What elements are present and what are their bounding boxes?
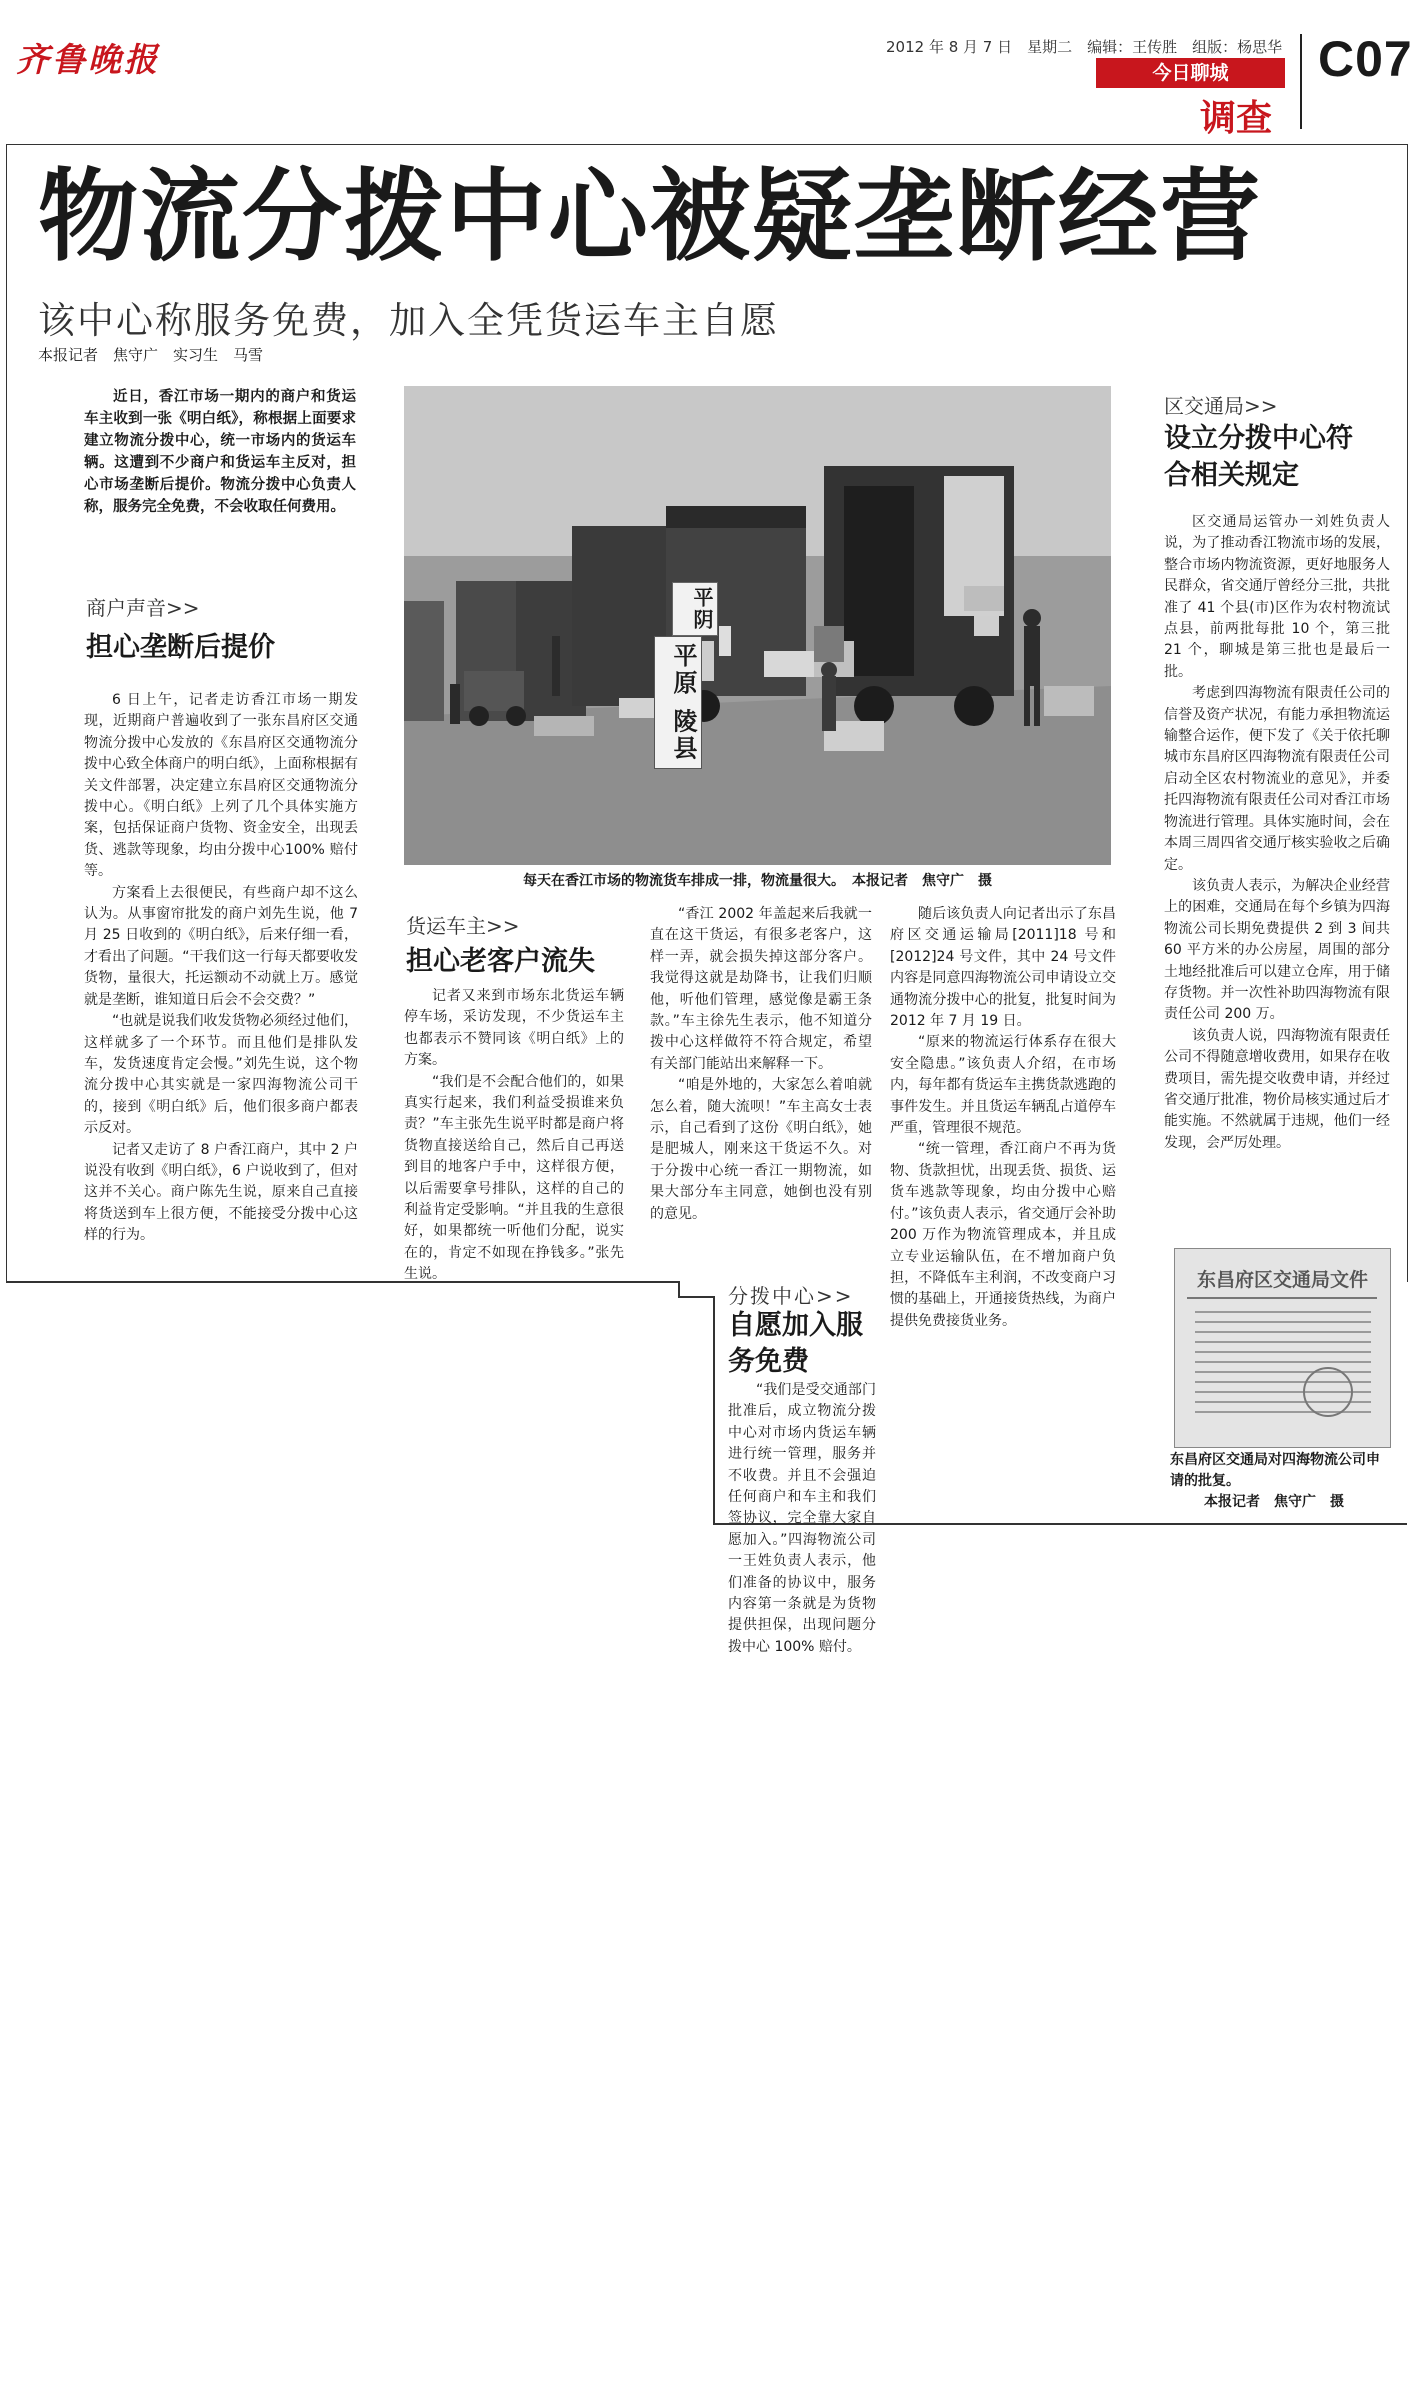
section4-title: 设立分拨中心符合相关规定 <box>1164 423 1353 491</box>
paragraph: “我们是不会配合他们的，如果真实行起来，我们利益受损谁来负责？”车主张先生说平时都是商户将货物直接送给自己，然后自己再送到目的地客户手中，这样很方便，以后需要拿号排队，这样的自己的利益肯定受影响。“并且我的生意很好，如果都统一听他们分配，说实在的，肯定不如现在挣钱多。”张先生说。 <box>404 1073 624 1283</box>
page-code: C07 <box>1318 31 1413 87</box>
section4-body <box>1164 512 1390 1237</box>
paragraph: “香江 2002 年盖起来后我就一直在这干货运，有很多老客户，这样一弄，就会损失掉这部分客户。我觉得这就是劫降书，让我们归顺他，听他们管理，感觉像是霸王条款。”车主徐先生表示，他不知道分拨中心这样做符不符合规定，希望有关部门能站出来解释一下。 <box>650 906 872 1072</box>
section2-title: 担心老客户流失 <box>406 946 595 977</box>
masthead-logo: 齐鲁晚报 <box>16 40 160 79</box>
headline: 物流分拨中心被疑垄断经营 <box>38 158 1262 275</box>
paragraph: “咱是外地的，大家怎么着咱就怎么着，随大流呗！”车主高女士表示，自己看到了这份《明白纸》，她是肥城人，刚来这干货运不久。对于分拨中心统一香江一期物流，如果大部分车主同意，她倒也没有别的意见。 <box>650 1077 872 1222</box>
section1-title: 担心垄断后提价 <box>86 632 275 663</box>
lead-paragraph: 近日，香江市场一期内的商户和货运车主收到一张《明白纸》，称根据上面要求建立物流分拨中心，统一市场内的货运车辆。这遭到不少商户和货运车主反对，担心市场垄断后提价。物流分拨中心负责人称，服务完全免费，不会收取任何费用。 <box>84 389 356 515</box>
header-divider <box>1300 34 1302 129</box>
section4-kicker: 区交通局>> <box>1164 394 1278 418</box>
paragraph: 随后该负责人向记者出示了东昌府区交通运输局[2011]18 号和[2012]24 号文件，其中 24 号文件内容是同意四海物流公司申请设立交通物流分拨中心的批复，批复时间为 2012 年 7 月 19 日。 <box>890 906 1116 1030</box>
document-photo-rule <box>1187 1297 1377 1299</box>
truck-photo-art <box>404 386 1111 865</box>
section3-kicker: 分拨中心>> <box>728 1284 854 1308</box>
photo-caption: 每天在香江市场的物流货车排成一排，物流量很大。 本报记者 焦守广 摄 <box>523 873 992 889</box>
article-frame-step-a <box>678 1281 680 1297</box>
article-frame-step-c <box>713 1296 715 1524</box>
truck-photo <box>404 386 1111 865</box>
paragraph: 该负责人表示，为解决企业经营上的困难，交通局在每个乡镇为四海物流公司长期免费提供 2 到 3 间共 60 平方米的办公房屋，周围的部分土地经批准后可以建立仓库，用于储存货物。并一次性补助四海物流有限责任公司 200 万。 <box>1164 877 1390 1023</box>
seal-icon <box>1303 1367 1353 1417</box>
section3-body-a <box>728 1380 876 1655</box>
section2-kicker: 货运车主>> <box>406 914 520 938</box>
section1-kicker: 商户声音>> <box>86 596 200 620</box>
section2-body-a <box>404 986 624 1286</box>
paragraph: 6 日上午，记者走访香江市场一期发现，近期商户普遍收到了一张东昌府区交通物流分拨中心发放的《东昌府区交通物流分拨中心致全体商户的明白纸》，上面称根据有关文件部署，决定建立东昌府区交通物流分拨中心。《明白纸》上列了几个具体实施方案，包括保证商户货物、资金安全，出现丢货、逃款等现象，均由分拨中心100% 赔付等。 <box>84 692 358 880</box>
paragraph: 考虑到四海物流有限责任公司的信誉及资产状况，有能力承担物流运输整合运作，便下发了《关于依托聊城市东昌府区四海物流有限责任公司启动全区农村物流业的意见》，并委托四海物流有限责任公司对香江市场物流进行管理。具体实施时间，会在本周三周四省交通厅核实验收之后确定。 <box>1164 685 1390 873</box>
section1-body <box>84 690 358 1247</box>
paragraph: 记者又走访了 8 户香江商户，其中 2 户说没有收到《明白纸》，6 户说收到了，但对这并不关心。商户陈先生说，原来自己直接将货送到车上很方便，不能接受分拨中心这样的行为。 <box>84 1141 358 1244</box>
section-name: 调查 <box>1200 98 1273 139</box>
photo-sign-pingyuan: 平原 陵县 <box>654 636 702 769</box>
paragraph: “统一管理，香江商户不再为货物、货款担忧，出现丢货、损货、运货车逃款等现象，均由分拨中心赔付。”该负责人表示，省交通厅会补助 200 万作为物流管理成本，并且成立专业运输队伍，在不增加商户负担，不降低车主利润，不改变商户习惯的基础上，开通接货热线，为商户提供免费接货业务。 <box>890 1141 1116 1329</box>
subheadline: 该中心称服务免费，加入全凭货运车主自愿 <box>38 299 779 342</box>
document-caption: 东昌府区交通局对四海物流公司申请的批复。 本报记者 焦守广 摄 <box>1170 1452 1380 1510</box>
paragraph: “原来的物流运行体系存在很大安全隐患。”该负责人介绍，在市场内，每年都有货运车主携货款逃跑的事件发生。并且货运车辆乱占道停车严重，管理很不规范。 <box>890 1034 1116 1137</box>
paragraph: “我们是受交通部门批准后，成立物流分拨中心对市场内货运车辆进行统一管理，服务并不收费。并且不会强迫任何商户和车主和我们签协议，完全靠大家自愿加入。”四海物流公司一王姓负责人表示，他们准备的协议中，服务内容第一条就是为货物提供担保，出现问题分拨中心 100% 赔付。 <box>728 1382 876 1655</box>
document-photo-title: 东昌府区交通局文件 <box>1196 1269 1368 1291</box>
photo-sign-pingyin: 平阴 <box>672 582 718 636</box>
document-photo <box>1174 1248 1391 1448</box>
paragraph: 区交通局运管办一刘姓负责人说，为了推动香江物流市场的发展，整合市场内物流资源，更好地服务人民群众，省交通厅曾经分三批，共批准了 41 个县(市)区作为农村物流试点县，前两批每批 10 个，第三批 21 个，聊城是第三批也是最后一批。 <box>1164 514 1390 680</box>
dateline: 2012 年 8 月 7 日 星期二 编辑：王传胜 组版：杨思华 <box>886 38 1283 56</box>
section3-body-b <box>890 904 1116 1504</box>
paragraph: 该负责人说，四海物流有限责任公司不得随意增收费用，如果存在收费项目，需先提交收费申请，并经过省交通厅批准，物价局核实通过后才能实施。不然就属于违规，他们一经发现，会严厉处理。 <box>1164 1027 1390 1151</box>
paragraph: “也就是说我们收发货物必须经过他们，这样就多了一个环节。而且他们是排队发车，发货速度肯定会慢。”刘先生说，这个物流分拨中心其实就是一家四海物流公司干的，接到《明白纸》后，他们很多商户都表示反对。 <box>84 1013 358 1137</box>
section3-title: 自愿加入服务免费 <box>728 1310 863 1377</box>
paragraph: 记者又来到市场东北货运车辆停车场，采访发现，不少货运车主也都表示不赞同该《明白纸》上的方案。 <box>404 988 624 1069</box>
section2-body-b <box>650 904 872 1225</box>
section-tab: 今日聊城 <box>1096 58 1285 88</box>
paragraph: 方案看上去很便民，有些商户却不这么认为。从事窗帘批发的商户刘先生说，他 7 月 25 日收到的《明白纸》，后来仔细一看，才看出了问题。“干我们这一行每天都要收发货物，量很大，托运额动不动就上万。感觉就是垄断，谁知道日后会不会交费？” <box>84 884 358 1008</box>
article-frame-step-b <box>678 1296 714 1298</box>
byline: 本报记者 焦守广 实习生 马雪 <box>38 346 264 364</box>
